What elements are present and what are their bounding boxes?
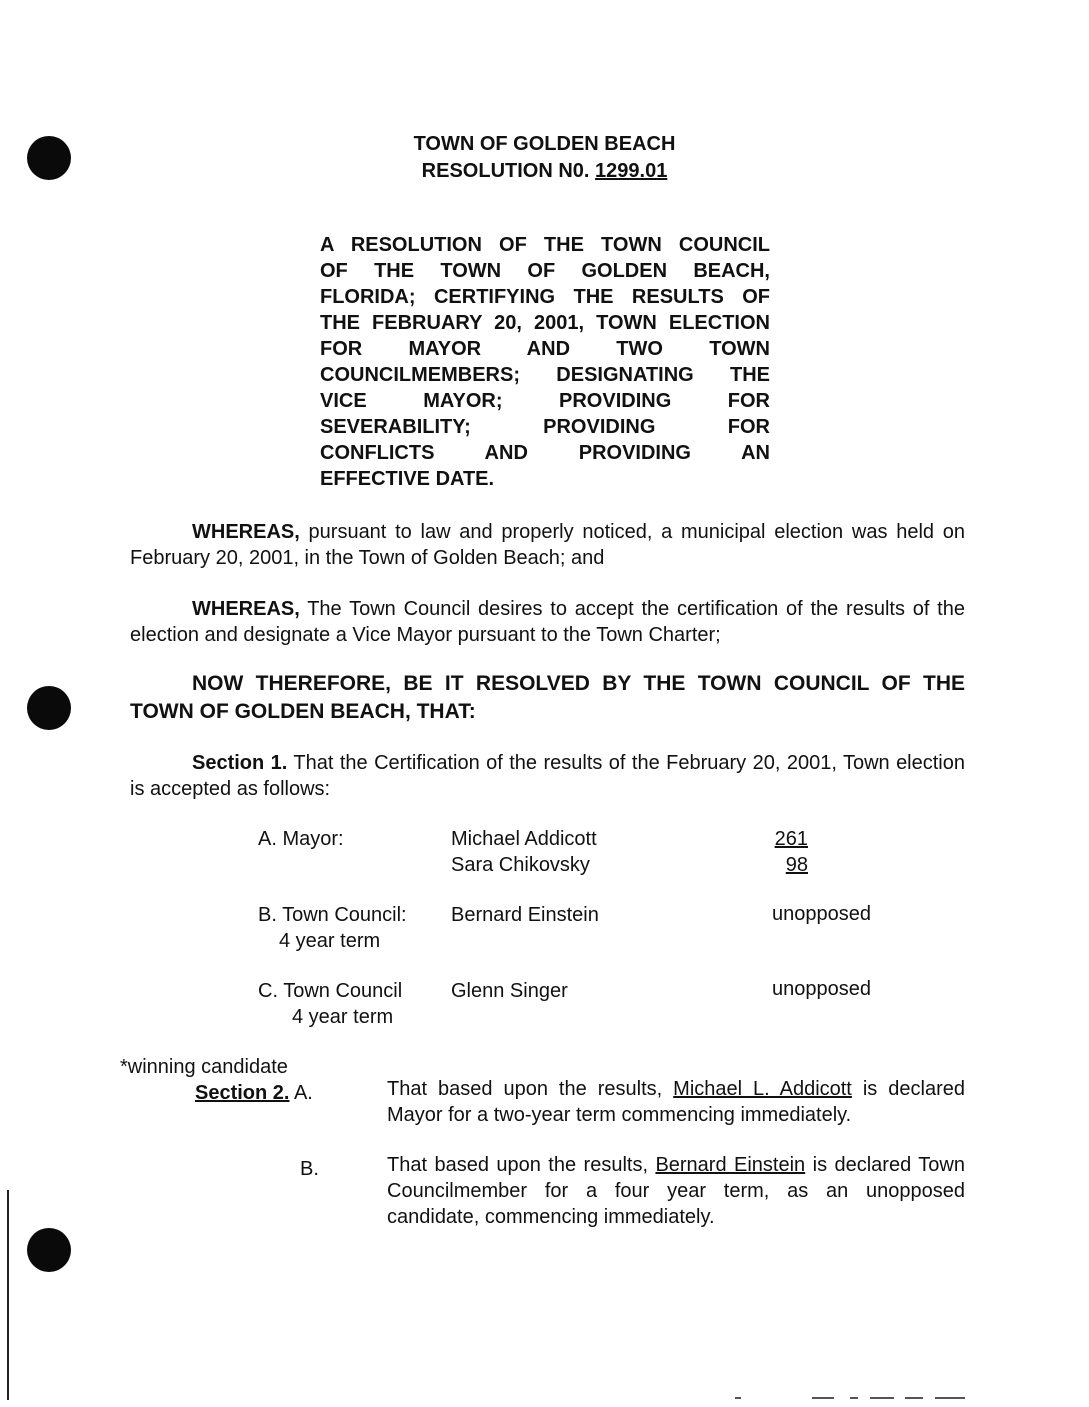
- result-a-label: A. Mayor:: [258, 828, 344, 850]
- resolution-prefix: RESOLUTION N0.: [421, 160, 590, 182]
- caption-line: VICE MAYOR; PROVIDING FOR: [320, 390, 770, 412]
- caption-line: FOR MAYOR AND TWO TOWN: [320, 338, 770, 360]
- result-c-candidate: Glenn Singer: [451, 980, 568, 1002]
- whereas-text: pursuant to law and properly noticed, a municipal election was held on February 20, 2001, in the Town of Golden Beach; and: [130, 521, 965, 569]
- result-b-outcome: unopposed: [772, 903, 871, 925]
- caption-line: CONFLICTS AND PROVIDING AN: [320, 442, 770, 464]
- result-c-term: 4 year term: [292, 1006, 394, 1028]
- scan-speck: [735, 1397, 741, 1399]
- scan-speck: [812, 1397, 834, 1399]
- town-title: TOWN OF GOLDEN BEACH: [413, 133, 676, 155]
- resolution-caption: [320, 232, 770, 492]
- mayor-name: Michael L. Addicott: [673, 1078, 852, 1100]
- whereas-lead: WHEREAS,: [192, 598, 300, 620]
- section-2-a-label: A.: [293, 1082, 313, 1104]
- section-2-a-before: That based upon the results,: [387, 1078, 674, 1100]
- section-2-b-after: is declared Town Councilmember for a four year term, as an unopposed candidate, commencing immediately.: [387, 1154, 965, 1228]
- caption-line: THE FEBRUARY 20, 2001, TOWN ELECTION: [320, 312, 770, 334]
- result-a-candidate-2: Sara Chikovsky: [451, 854, 590, 876]
- scan-speck: [935, 1397, 965, 1399]
- resolution-number: 1299.01: [595, 160, 668, 182]
- result-a-candidate-1: Michael Addicott: [451, 828, 597, 850]
- section-2-lead: Section 2.: [195, 1082, 290, 1104]
- section-2-b-before: That based upon the results,: [387, 1154, 656, 1176]
- result-a-votes-2: 98: [785, 854, 808, 876]
- section-2-a-after: is declared Mayor for a two-year term commencing immediately.: [387, 1078, 965, 1126]
- resolution-number-line: [0, 158, 1089, 185]
- whereas-clause-2: [130, 596, 965, 648]
- whereas-lead: WHEREAS,: [192, 521, 300, 543]
- result-c-outcome: unopposed: [772, 978, 871, 1000]
- caption-line: COUNCILMEMBERS; DESIGNATING THE: [320, 364, 770, 386]
- result-b-label: B. Town Council:: [258, 904, 407, 926]
- section-2-b-label: B.: [300, 1158, 319, 1180]
- scan-speck: [870, 1397, 894, 1399]
- section-1-lead: Section 1.: [192, 752, 288, 774]
- punch-hole-bottom: [27, 1228, 71, 1272]
- scan-speck: [905, 1397, 923, 1399]
- section-2-a-text: [387, 1076, 965, 1128]
- whereas-clause-1: [130, 519, 965, 571]
- resolved-text: NOW THEREFORE, BE IT RESOLVED BY THE TOWN COUNCIL OF THE TOWN OF GOLDEN BEACH, THAT:: [130, 672, 965, 723]
- caption-line: A RESOLUTION OF THE TOWN COUNCIL: [320, 234, 770, 256]
- section-2-b-text: [387, 1152, 965, 1230]
- caption-line: OF THE TOWN OF GOLDEN BEACH,: [320, 260, 770, 282]
- whereas-text: The Town Council desires to accept the certification of the results of the election and designate a Vice Mayor pursuant to the Town Charter;: [130, 598, 965, 646]
- section-1-text: That the Certification of the results of the February 20, 2001, Town election is accepted as follows:: [130, 752, 965, 800]
- section-2-heading: [195, 1080, 313, 1106]
- caption-line: EFFECTIVE DATE.: [320, 468, 495, 490]
- punch-hole-middle: [27, 686, 71, 730]
- footnote: *winning candidate: [120, 1056, 288, 1078]
- section-1: [130, 750, 965, 802]
- result-c-label: C. Town Council: [258, 980, 403, 1002]
- scan-margin-line: [7, 1190, 9, 1400]
- resolved-clause: [130, 670, 965, 726]
- caption-line: FLORIDA; CERTIFYING THE RESULTS OF: [320, 286, 770, 308]
- councilmember-name: Bernard Einstein: [655, 1154, 806, 1176]
- result-b-term: 4 year term: [279, 930, 381, 952]
- caption-line: SEVERABILITY; PROVIDING FOR: [320, 416, 770, 438]
- result-b-candidate: Bernard Einstein: [451, 904, 599, 926]
- result-a-votes-1: 261: [774, 828, 808, 850]
- scan-speck: [850, 1397, 858, 1399]
